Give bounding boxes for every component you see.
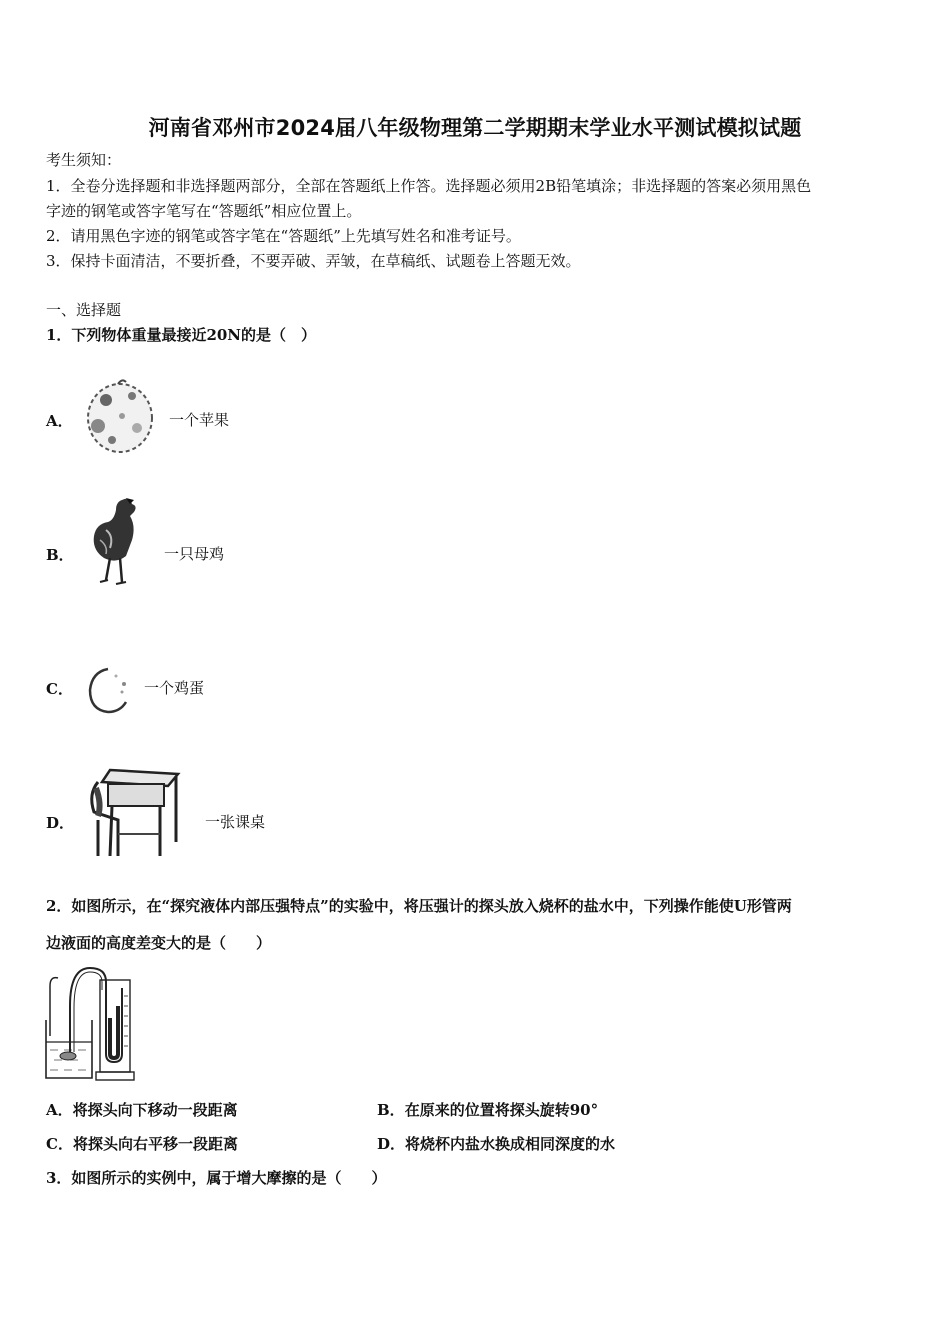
q2-option-b-letter: B． bbox=[377, 1101, 405, 1119]
q1-stem: 1．下列物体重量最接近20N的是（ ） bbox=[46, 326, 317, 344]
q1-option-c-text: 一个鸡蛋 bbox=[144, 679, 205, 697]
q1-option-a-letter: A． bbox=[46, 412, 73, 430]
q2-option-a-letter: A． bbox=[46, 1101, 73, 1119]
hen-icon bbox=[86, 496, 148, 590]
q2-stem-line-2: 边液面的高度差变大的是（ ） bbox=[46, 934, 272, 952]
q2-option-a-text: 将探头向下移动一段距离 bbox=[72, 1101, 238, 1119]
notice-line-3: 3．保持卡面清洁，不要折叠，不要弄破、弄皱，在草稿纸、试题卷上答题无效。 bbox=[46, 252, 581, 270]
q2-option-c-text: 将探头向右平移一段距离 bbox=[72, 1135, 238, 1153]
q2-stem-line-1: 2．如图所示，在“探究液体内部压强特点”的实验中，将压强计的探头放入烧杯的盐水中，下列操作能使U形管两 bbox=[46, 897, 792, 915]
q1-option-a-text: 一个苹果 bbox=[169, 411, 230, 429]
apple-icon bbox=[82, 378, 158, 460]
section-heading: 一、选择题 bbox=[46, 301, 122, 319]
notice-line-1b: 字迹的钢笔或答字笔写在“答题纸”相应位置上。 bbox=[46, 202, 362, 220]
egg-icon bbox=[84, 666, 134, 716]
desk-icon bbox=[88, 764, 184, 860]
q2-option-c bbox=[46, 1134, 238, 1154]
notice-line-1a: 1．全卷分选择题和非选择题两部分，全部在答题纸上作答。选择题必须用2B铅笔填涂；非选择题的答案必须用黑色 bbox=[46, 177, 812, 195]
q2-option-d-text: 将烧杯内盐水换成相同深度的水 bbox=[405, 1135, 616, 1153]
q1-option-c-letter: C． bbox=[46, 680, 73, 698]
q3-stem: 3．如图所示的实例中，属于增大摩擦的是（ ） bbox=[46, 1169, 387, 1187]
q1-option-d-letter: D． bbox=[46, 814, 75, 832]
q2-option-b-text: 在原来的位置将探头旋转90° bbox=[404, 1101, 599, 1119]
q1-option-d-text: 一张课桌 bbox=[205, 813, 266, 831]
notice-heading: 考生须知： bbox=[46, 151, 122, 169]
q2-option-a bbox=[46, 1100, 238, 1120]
q1-option-b-text: 一只母鸡 bbox=[164, 545, 225, 563]
pressure-gauge-diagram bbox=[44, 966, 136, 1084]
q2-option-b bbox=[377, 1100, 598, 1120]
notice-line-2: 2．请用黑色字迹的钢笔或答字笔在“答题纸”上先填写姓名和准考证号。 bbox=[46, 227, 521, 245]
page-title: 河南省邓州市2024届八年级物理第二学期期末学业水平测试模拟试题 bbox=[148, 116, 802, 140]
q2-option-d-letter: D． bbox=[377, 1135, 406, 1153]
q1-option-b-letter: B． bbox=[46, 546, 74, 564]
q2-option-d bbox=[377, 1134, 615, 1154]
q2-option-c-letter: C． bbox=[46, 1135, 73, 1153]
